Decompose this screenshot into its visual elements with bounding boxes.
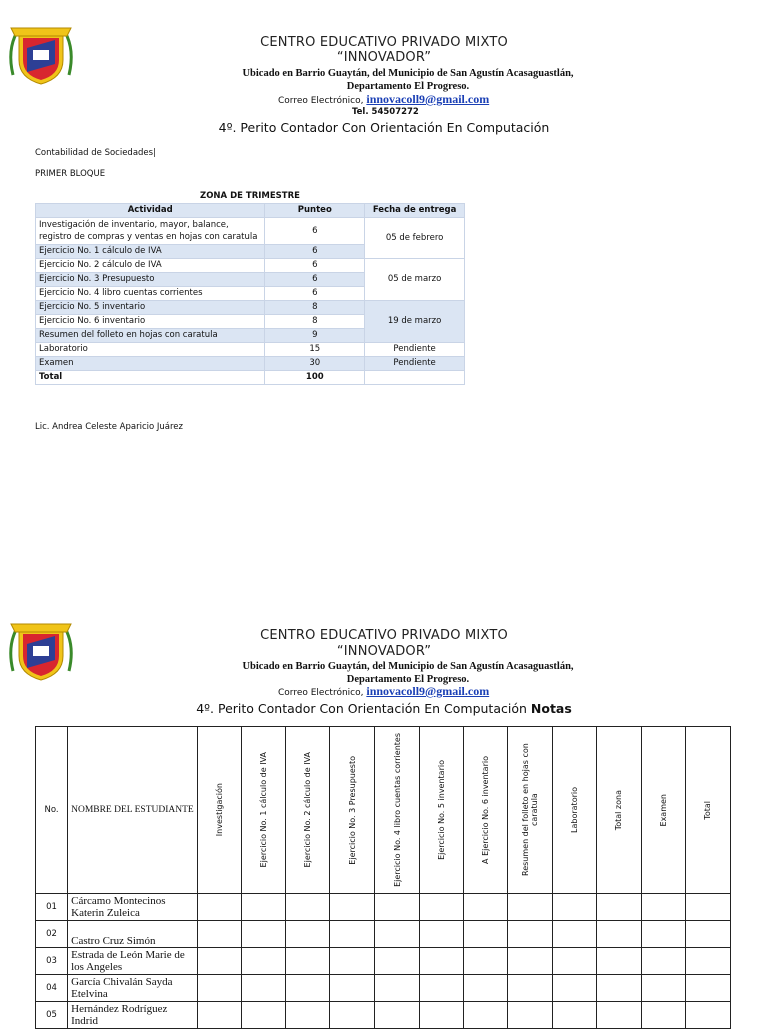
grade-cell[interactable] xyxy=(641,921,685,948)
grade-cell[interactable] xyxy=(597,894,641,921)
table-row xyxy=(36,343,465,357)
student-row xyxy=(36,894,731,921)
grade-cell[interactable] xyxy=(463,948,507,975)
cell-punteo: 15 xyxy=(265,343,365,357)
grade-cell[interactable] xyxy=(197,894,241,921)
school-nickname: “INNOVADOR” xyxy=(336,644,432,659)
grade-cell[interactable] xyxy=(507,975,552,1002)
grade-cell[interactable] xyxy=(375,894,419,921)
table-row xyxy=(36,301,465,315)
student-name: Castro Cruz Simón xyxy=(68,921,198,948)
grade-cell[interactable] xyxy=(507,1002,552,1029)
grade-cell[interactable] xyxy=(241,975,285,1002)
grade-cell[interactable] xyxy=(419,948,463,975)
grade-cell[interactable] xyxy=(375,948,419,975)
col-header-actividad: Actividad xyxy=(36,204,265,218)
cell-actividad: Ejercicio No. 4 libro cuentas corrientes xyxy=(36,287,265,301)
cell-punteo: 6 xyxy=(265,259,365,273)
school-name: CENTRO EDUCATIVO PRIVADO MIXTO xyxy=(260,628,508,643)
grade-cell[interactable] xyxy=(597,1002,641,1029)
email-link[interactable]: innovacoll9@gmail.com xyxy=(366,92,490,106)
grade-cell[interactable] xyxy=(641,975,685,1002)
grade-cell[interactable] xyxy=(507,894,552,921)
cell-actividad: Ejercicio No. 5 inventario xyxy=(36,301,265,315)
zona-table xyxy=(35,203,465,385)
grade-cell[interactable] xyxy=(241,894,285,921)
grade-cell[interactable] xyxy=(553,921,597,948)
cell-punteo: 9 xyxy=(265,329,365,343)
grade-cell[interactable] xyxy=(241,1002,285,1029)
grade-cell[interactable] xyxy=(286,948,330,975)
teacher-name: Lic. Andrea Celeste Aparicio Juárez xyxy=(35,422,183,432)
col-header-no: No. xyxy=(36,727,68,894)
col-header-total-zona: Total zona xyxy=(614,789,624,831)
grade-cell[interactable] xyxy=(330,1002,375,1029)
grade-cell[interactable] xyxy=(463,1002,507,1029)
cell-punteo: 6 xyxy=(265,218,365,245)
grades-table xyxy=(35,726,731,1029)
cell-actividad: Resumen del folleto en hojas con caratula xyxy=(36,329,265,343)
email-link[interactable]: innovacoll9@gmail.com xyxy=(366,684,490,698)
grade-cell[interactable] xyxy=(685,948,730,975)
table-row xyxy=(36,259,465,273)
cell-actividad: Total xyxy=(36,371,265,385)
col-header-ejercicio-4: Ejercicio No. 4 libro cuentas corrientes xyxy=(392,733,402,887)
grade-cell[interactable] xyxy=(597,975,641,1002)
grade-cell[interactable] xyxy=(330,921,375,948)
course-title-notas xyxy=(0,701,768,716)
student-number: 03 xyxy=(36,948,68,975)
col-header-ejercicio-6: A Ejercicio No. 6 inventario xyxy=(480,756,490,864)
cell-fecha: Pendiente xyxy=(365,343,465,357)
col-header-resumen: Resumen del folleto en hojas con caratula xyxy=(521,743,540,877)
grade-cell[interactable] xyxy=(286,921,330,948)
student-row xyxy=(36,948,731,975)
table-row xyxy=(36,218,465,245)
grade-cell[interactable] xyxy=(330,894,375,921)
student-name: Hernández Rodríguez Indrid xyxy=(68,1002,198,1029)
grade-cell[interactable] xyxy=(553,894,597,921)
grade-cell[interactable] xyxy=(685,921,730,948)
phone-number: Tel. 54507272 xyxy=(352,107,419,117)
grade-cell[interactable] xyxy=(597,948,641,975)
grade-cell[interactable] xyxy=(419,894,463,921)
col-header-total: Total xyxy=(703,800,713,820)
student-name: Estrada de León Marie de los Angeles xyxy=(68,948,198,975)
cell-actividad: Examen xyxy=(36,357,265,371)
grade-cell[interactable] xyxy=(330,948,375,975)
cell-punteo: 6 xyxy=(265,245,365,259)
address-line-1: Ubicado en Barrio Guaytán, del Municipio de San Agustín Acasaguastlán, xyxy=(242,661,574,672)
student-number: 05 xyxy=(36,1002,68,1029)
cell-actividad: Ejercicio No. 1 cálculo de IVA xyxy=(36,245,265,259)
grade-cell[interactable] xyxy=(241,921,285,948)
col-header-ejercicio-3: Ejercicio No. 3 Presupuesto xyxy=(347,755,357,865)
student-row xyxy=(36,921,731,948)
col-header-examen: Examen xyxy=(658,793,668,827)
grade-cell[interactable] xyxy=(507,921,552,948)
student-number: 01 xyxy=(36,894,68,921)
grade-cell[interactable] xyxy=(641,948,685,975)
course-title-suffix: Notas xyxy=(530,701,572,716)
grade-cell[interactable] xyxy=(419,1002,463,1029)
school-nickname: “INNOVADOR” xyxy=(336,50,432,65)
cell-actividad: Ejercicio No. 3 Presupuesto xyxy=(36,273,265,287)
grades-header-row xyxy=(36,727,731,894)
cell-actividad: Laboratorio xyxy=(36,343,265,357)
cell-punteo: 100 xyxy=(265,371,365,385)
email-label: Correo Electrónico, xyxy=(278,96,364,106)
address-line-2: Departamento El Progreso. xyxy=(346,81,470,92)
cell-fecha xyxy=(365,371,465,385)
grade-cell[interactable] xyxy=(685,894,730,921)
grade-cell[interactable] xyxy=(597,921,641,948)
grade-cell[interactable] xyxy=(553,948,597,975)
grade-cell[interactable] xyxy=(553,975,597,1002)
cell-punteo: 8 xyxy=(265,301,365,315)
course-title-text: 4º. Perito Contador Con Orientación En Computación xyxy=(196,701,527,716)
grade-cell[interactable] xyxy=(641,894,685,921)
grade-cell[interactable] xyxy=(286,1002,330,1029)
table-row-total xyxy=(36,371,465,385)
col-header-laboratorio: Laboratorio xyxy=(570,787,580,833)
col-header-investigacion: Investigación xyxy=(214,783,224,837)
grade-cell[interactable] xyxy=(685,975,730,1002)
cell-punteo: 6 xyxy=(265,273,365,287)
cell-actividad: Ejercicio No. 6 inventario xyxy=(36,315,265,329)
col-header-student-name: NOMBRE DEL ESTUDIANTE xyxy=(68,727,198,894)
grade-cell[interactable] xyxy=(553,1002,597,1029)
student-row xyxy=(36,975,731,1002)
grade-cell[interactable] xyxy=(241,948,285,975)
grade-cell[interactable] xyxy=(197,975,241,1002)
grade-cell[interactable] xyxy=(375,975,419,1002)
cell-actividad: Ejercicio No. 2 cálculo de IVA xyxy=(36,259,265,273)
grade-cell[interactable] xyxy=(463,921,507,948)
grade-cell[interactable] xyxy=(375,921,419,948)
student-number: 02 xyxy=(36,921,68,948)
email-row xyxy=(278,684,489,699)
student-number: 04 xyxy=(36,975,68,1002)
grade-cell[interactable] xyxy=(197,921,241,948)
email-row xyxy=(278,92,489,107)
grade-cell[interactable] xyxy=(330,975,375,1002)
cell-punteo: 6 xyxy=(265,287,365,301)
grade-cell[interactable] xyxy=(419,975,463,1002)
grade-cell[interactable] xyxy=(286,894,330,921)
grade-cell[interactable] xyxy=(197,948,241,975)
col-header-ejercicio-2: Ejercicio No. 2 cálculo de IVA xyxy=(303,752,313,868)
grade-cell[interactable] xyxy=(286,975,330,1002)
col-header-fecha: Fecha de entrega xyxy=(365,204,465,218)
cell-fecha: Pendiente xyxy=(365,357,465,371)
col-header-ejercicio-5: Ejercicio No. 5 inventario xyxy=(436,760,446,860)
student-row xyxy=(36,1002,731,1029)
cell-punteo: 8 xyxy=(265,315,365,329)
subject-label: Contabilidad de Sociedades| xyxy=(35,148,156,158)
student-name: García Chivalán Sayda Etelvina xyxy=(68,975,198,1002)
school-name: CENTRO EDUCATIVO PRIVADO MIXTO xyxy=(260,35,508,50)
grade-cell[interactable] xyxy=(641,1002,685,1029)
zona-caption: ZONA DE TRIMESTRE xyxy=(200,191,300,201)
address-line-1: Ubicado en Barrio Guaytán, del Municipio de San Agustín Acasaguastlán, xyxy=(242,68,574,79)
grade-cell[interactable] xyxy=(507,948,552,975)
table-row xyxy=(36,357,465,371)
cell-actividad: Investigación de inventario, mayor, balance, registro de compras y ventas en hojas con caratula xyxy=(36,218,265,245)
email-label: Correo Electrónico, xyxy=(278,688,364,698)
course-title: 4º. Perito Contador Con Orientación En Computación xyxy=(218,120,550,135)
grade-cell[interactable] xyxy=(375,1002,419,1029)
grade-cell[interactable] xyxy=(685,1002,730,1029)
grade-cell[interactable] xyxy=(463,975,507,1002)
student-name: Cárcamo Montecinos Katerin Zuleica xyxy=(68,894,198,921)
col-header-ejercicio-1: Ejercicio No. 1 cálculo de IVA xyxy=(258,752,268,868)
grade-cell[interactable] xyxy=(463,894,507,921)
grade-cell[interactable] xyxy=(419,921,463,948)
address-line-2: Departamento El Progreso. xyxy=(346,674,470,685)
cell-fecha: 05 de marzo xyxy=(365,259,465,301)
col-header-punteo: Punteo xyxy=(265,204,365,218)
block-label: PRIMER BLOQUE xyxy=(35,169,106,179)
cell-fecha: 19 de marzo xyxy=(365,301,465,343)
grade-cell[interactable] xyxy=(197,1002,241,1029)
cell-punteo: 30 xyxy=(265,357,365,371)
cell-fecha: 05 de febrero xyxy=(365,218,465,259)
